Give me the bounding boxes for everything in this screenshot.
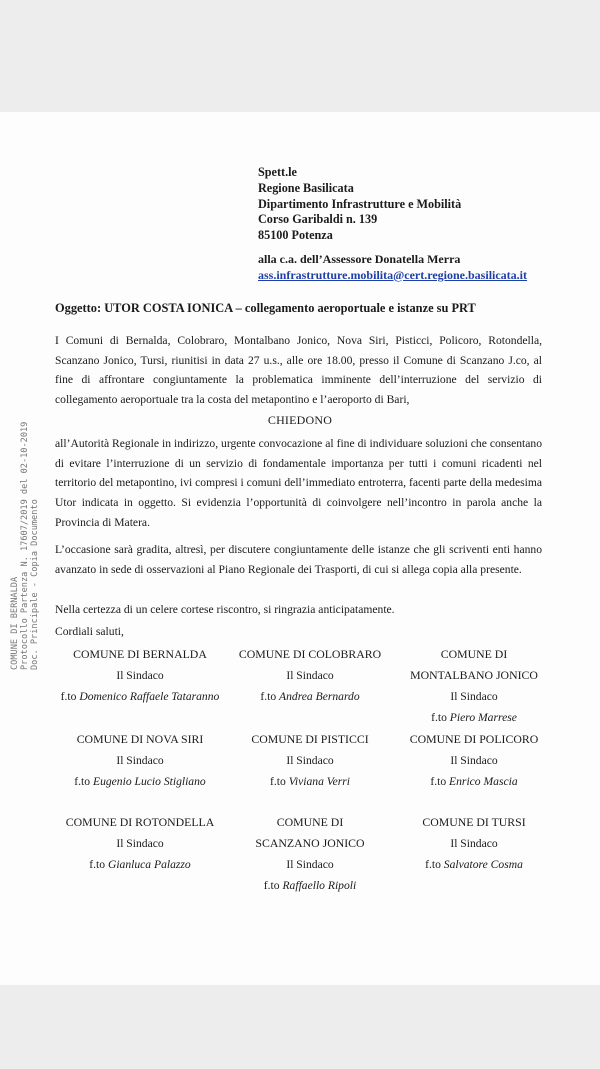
- body-paragraph-1: I Comuni di Bernalda, Colobraro, Montalbano Jonico, Nova Siri, Pisticci, Policoro, Rotondella, Scanzano Jonico, Tursi, riunitisi in data 27 u.s., alle ore 18.00, presso il Comune di Scanzano J.co, al fine di affrontare congiuntamente la problematica imminente dell’interruzione del servizio di collegamento aeroportuale tra la costa del metapontino e l’aeroporto di Bari,: [55, 334, 542, 407]
- email-link[interactable]: ass.infrastrutture.mobilita@cert.regione.basilicata.it: [258, 267, 528, 282]
- comune-name-line1: COMUNE DI: [276, 815, 344, 829]
- stamp-line: Protocollo Partenza N. 17607/2019 del 02-10-2019: [20, 421, 30, 670]
- recipient-address: [258, 165, 461, 244]
- comune-name: COMUNE DI NOVA SIRI: [76, 732, 204, 746]
- role: Il Sindaco: [116, 837, 164, 850]
- signed-by: [224, 771, 396, 792]
- role: Il Sindaco: [450, 690, 498, 703]
- signed-prefix: f.to: [431, 711, 447, 724]
- signature-scanzano: [224, 812, 396, 896]
- signed-prefix: f.to: [74, 775, 91, 788]
- signed-prefix: f.to: [430, 775, 447, 788]
- signed-by: [224, 686, 396, 707]
- signer-name: Andrea Bernardo: [279, 690, 360, 703]
- signature-colobraro: [224, 644, 396, 707]
- stamp-line: COMUNE DI BERNALDA: [10, 576, 20, 670]
- role: Il Sindaco: [286, 754, 334, 767]
- role: Il Sindaco: [286, 669, 334, 682]
- address-line: Dipartimento Infrastrutture e Mobilità: [258, 196, 462, 211]
- signer-name: Salvatore Cosma: [443, 858, 523, 871]
- signed-by: [54, 686, 226, 707]
- role: Il Sindaco: [450, 754, 498, 767]
- signed-by: [54, 854, 226, 875]
- comune-name: COMUNE DI COLOBRARO: [238, 647, 382, 661]
- signed-by: [388, 707, 560, 728]
- bottom-margin: [0, 985, 600, 1069]
- stamp-line: Doc. Principale - Copia Documento: [30, 499, 40, 670]
- attention-line: alla c.a. dell’Assessore Donatella Merra: [258, 252, 461, 266]
- attention-block: [258, 252, 527, 283]
- signed-by: [54, 771, 226, 792]
- body-paragraph-3: L’occasione sarà gradita, altresì, per discutere congiuntamente delle istanze che gli scriventi enti hanno avanzato in sede di osservazioni al Piano Regionale dei Trasporti, di cui si allega copia alla presente.: [55, 543, 542, 576]
- signature-pisticci: [224, 729, 396, 792]
- comune-name: COMUNE DI TURSI: [422, 815, 526, 829]
- signed-prefix: f.to: [260, 690, 277, 703]
- protocol-stamp: [10, 370, 50, 670]
- subject-line: Oggetto: UTOR COSTA IONICA – collegamento aeroportuale e istanze su PRT: [55, 301, 476, 315]
- signer-name: Piero Marrese: [449, 711, 517, 724]
- chiedono-heading: CHIEDONO: [267, 413, 333, 427]
- signed-prefix: f.to: [60, 690, 77, 703]
- comune-name-line1: COMUNE DI: [440, 647, 508, 661]
- signature-tursi: [388, 812, 560, 875]
- signer-name: Eugenio Lucio Stigliano: [92, 775, 206, 788]
- signed-prefix: f.to: [89, 858, 106, 871]
- comune-name: COMUNE DI POLICORO: [409, 732, 539, 746]
- signed-by: [388, 854, 560, 875]
- signed-by: [388, 771, 560, 792]
- signer-name: Enrico Mascia: [449, 775, 518, 788]
- address-line: Spett.le: [258, 165, 297, 179]
- role: Il Sindaco: [116, 669, 164, 682]
- address-line: Corso Garibaldi n. 139: [258, 212, 378, 227]
- address-line: 85100 Potenza: [258, 228, 333, 243]
- body-paragraph-4: Nella certezza di un celere cortese riscontro, si ringrazia anticipatamente.: [55, 603, 395, 616]
- signer-name: Domenico Raffaele Tataranno: [79, 690, 220, 703]
- comune-name-line2: MONTALBANO JONICO: [410, 668, 538, 682]
- comune-name: COMUNE DI PISTICCI: [251, 732, 369, 746]
- address-line: Regione Basilicata: [258, 180, 354, 195]
- signature-montalbano: [388, 644, 560, 728]
- role: Il Sindaco: [116, 754, 164, 767]
- top-margin: [0, 0, 600, 112]
- signature-nova-siri: [54, 729, 226, 792]
- signed-prefix: f.to: [270, 775, 286, 788]
- signer-name: Raffaello Ripoli: [282, 879, 357, 892]
- signed-prefix: f.to: [263, 879, 280, 892]
- role: Il Sindaco: [286, 858, 334, 871]
- signature-policoro: [388, 729, 560, 792]
- signature-bernalda: [54, 644, 226, 707]
- signer-name: Viviana Verri: [288, 775, 350, 788]
- signer-name: Gianluca Palazzo: [107, 858, 191, 871]
- comune-name-line2: SCANZANO JONICO: [255, 836, 365, 850]
- body-paragraph-2: all’Autorità Regionale in indirizzo, urgente convocazione al fine di individuare soluzioni che consentano di evitare l’interruzione di un servizio di fondamentale importanza per tutti i comuni ricadenti nel territorio del metapontino, ivi compresi i comuni dell’immediato entroterra, facenti parte della medesima Utor indicata in oggetto. Si evidenzia l’opportunità di coinvolgere nell’incontro in parola anche la Provincia di Matera.: [55, 437, 542, 529]
- signed-by: [224, 875, 396, 896]
- signed-prefix: f.to: [425, 858, 441, 871]
- comune-name: COMUNE DI ROTONDELLA: [65, 815, 215, 829]
- closing-greeting: Cordiali saluti,: [55, 625, 124, 638]
- signature-rotondella: [54, 812, 226, 875]
- comune-name: COMUNE DI BERNALDA: [73, 647, 207, 661]
- role: Il Sindaco: [450, 837, 498, 850]
